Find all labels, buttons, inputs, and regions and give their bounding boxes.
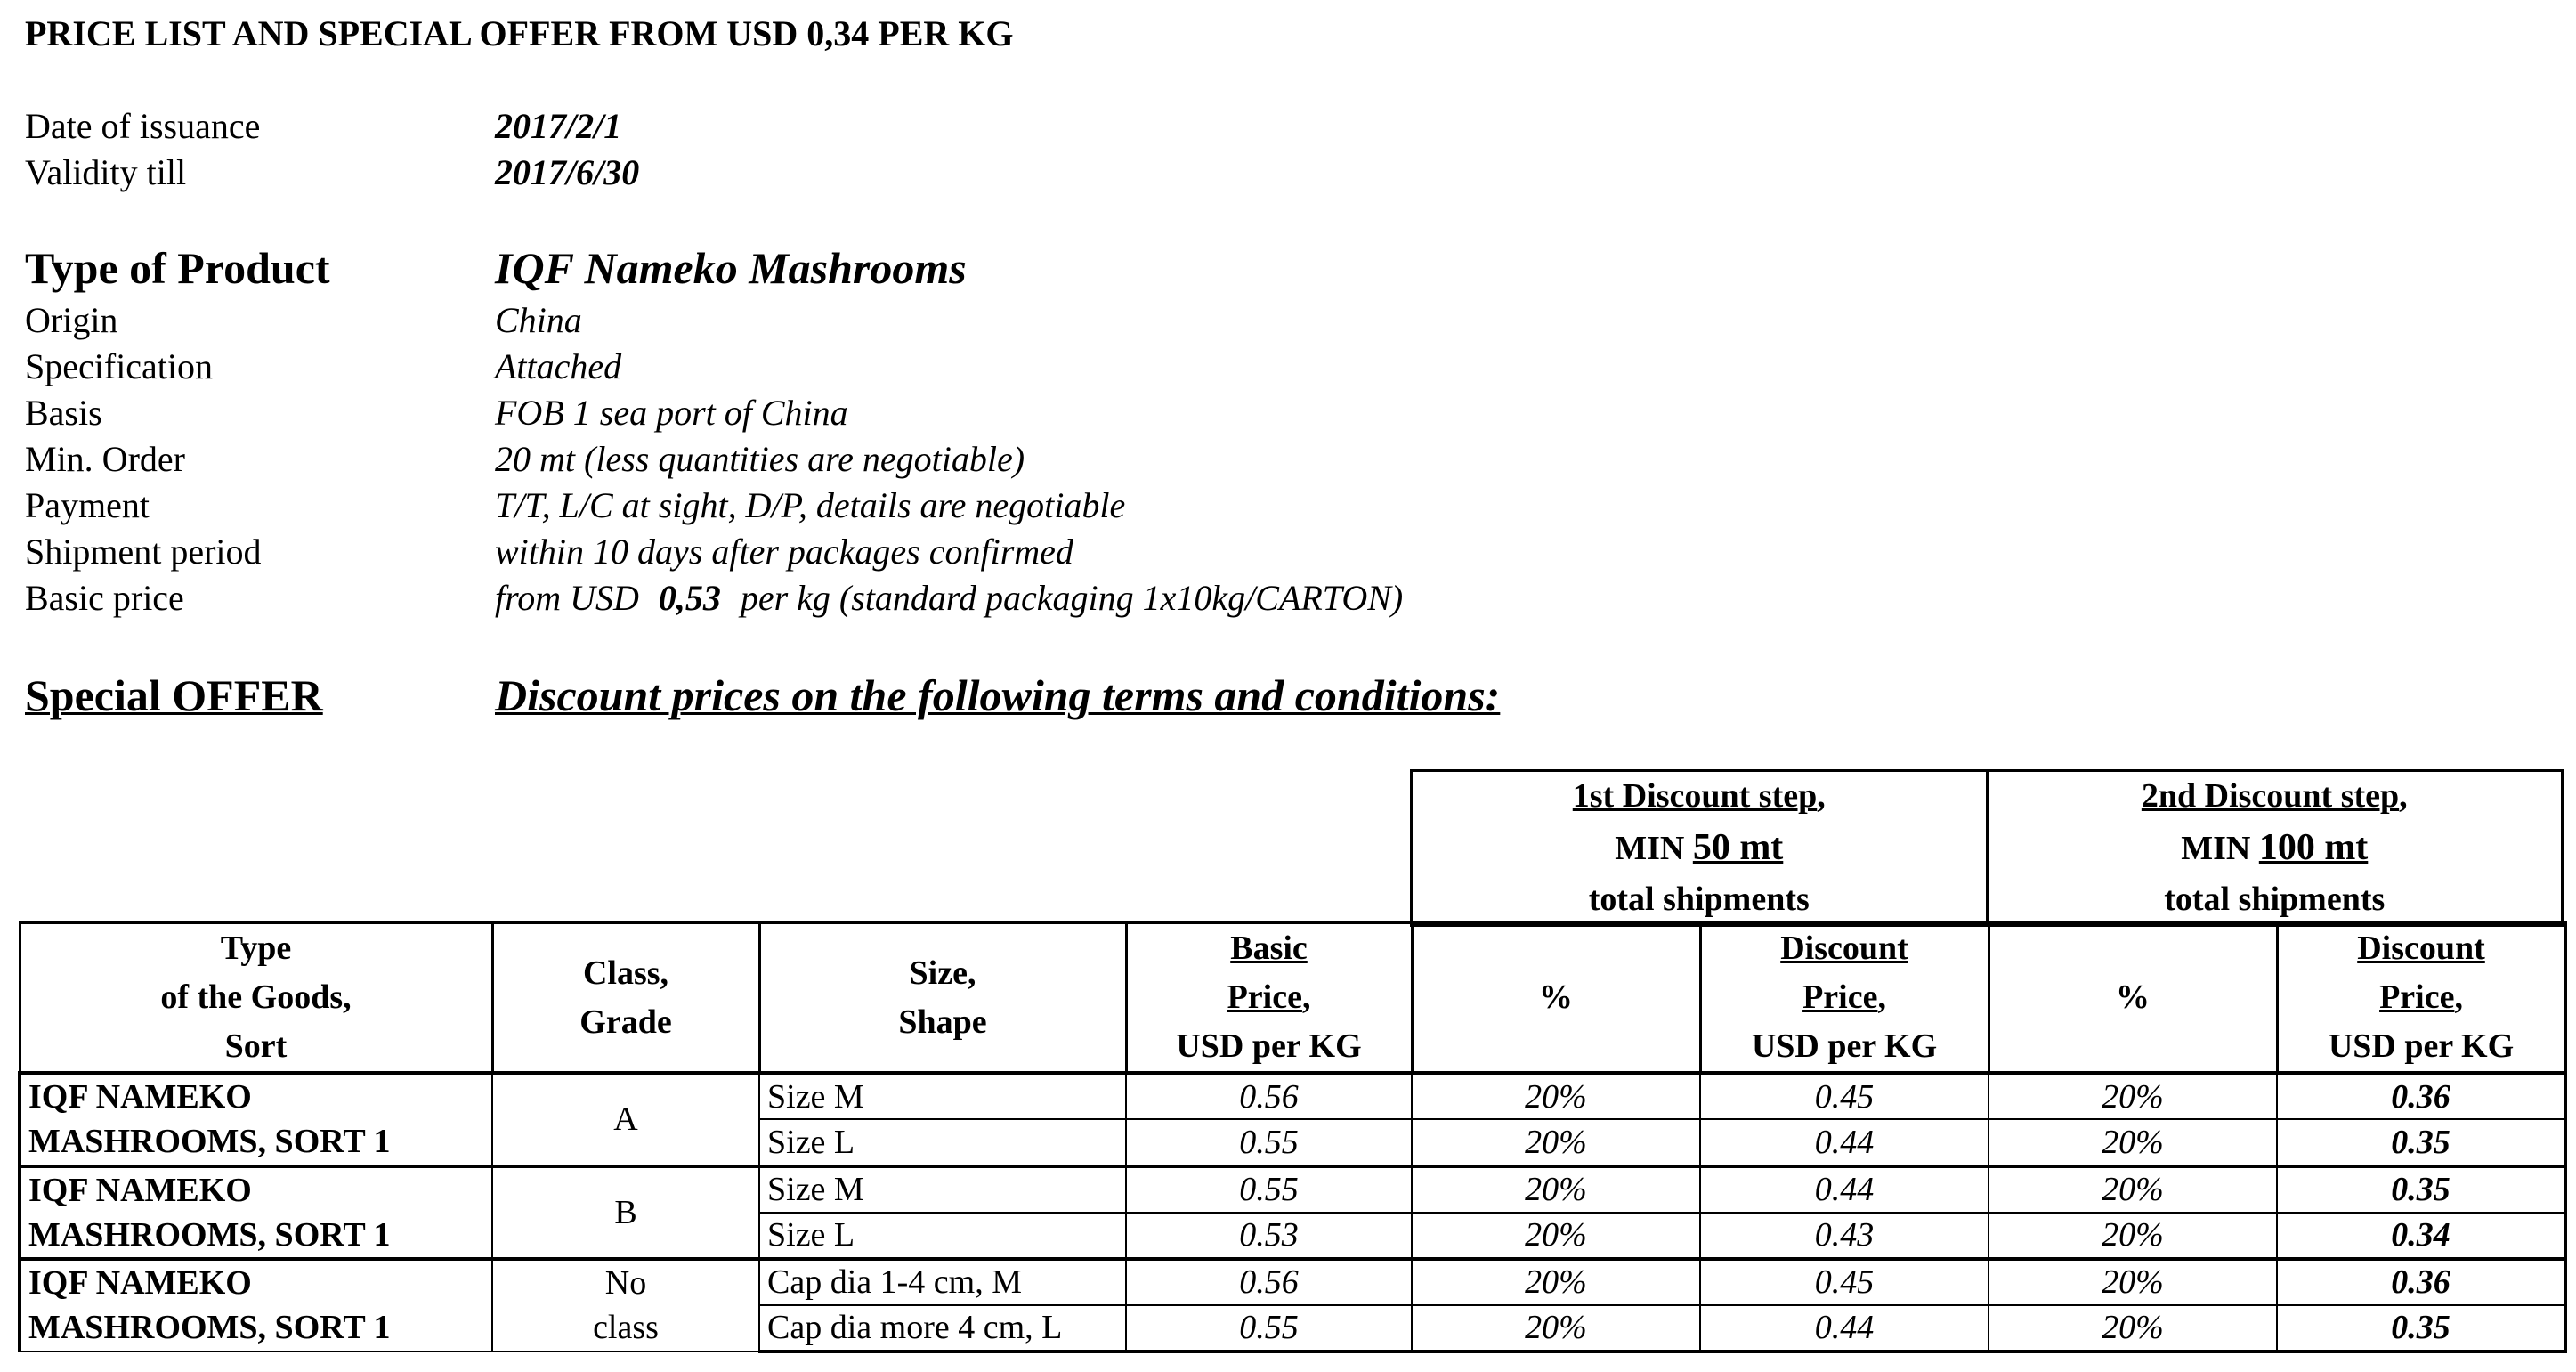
basic-price-amount: 0,53 <box>658 578 721 618</box>
basic-price-cell: 0.55 <box>1126 1119 1412 1165</box>
percent-2-cell: 20% <box>1989 1166 2277 1213</box>
basis-value: FOB 1 sea port of China <box>495 393 848 433</box>
percent-2-cell: 20% <box>1989 1259 2277 1305</box>
header-discount-price-2: Discount Price, USD per KG <box>2277 923 2565 1074</box>
min-order-value: 20 mt (less quantities are negotiable) <box>495 439 1025 479</box>
percent-1-cell: 20% <box>1412 1166 1700 1213</box>
validity-value: 2017/6/30 <box>495 152 640 192</box>
issuance-value: 2017/2/1 <box>495 106 622 146</box>
shipment-period-value: within 10 days after packages confirmed <box>495 532 1073 572</box>
special-offer-heading: Discount prices on the following terms and conditions: <box>495 670 1501 720</box>
header-class: Class, Grade <box>492 923 759 1074</box>
origin-value: China <box>495 300 582 340</box>
percent-1-cell: 20% <box>1412 1073 1700 1119</box>
issuance-label: Date of issuance <box>25 106 261 146</box>
percent-2-cell: 20% <box>1989 1305 2277 1352</box>
product-type-label: Type of Product <box>25 243 330 293</box>
step-2-min-prefix: MIN <box>2181 830 2251 868</box>
class-cell: B <box>492 1166 759 1259</box>
percent-2-cell: 20% <box>1989 1119 2277 1165</box>
special-offer-label: Special OFFER <box>25 670 323 720</box>
percent-1-cell: 20% <box>1412 1213 1700 1259</box>
class-cell: A <box>492 1073 759 1165</box>
basic-price-suffix: per kg (standard packaging 1x10kg/CARTON) <box>740 578 1404 618</box>
size-cell: Size M <box>759 1073 1126 1119</box>
basic-price-prefix: from USD <box>495 578 639 618</box>
origin-label: Origin <box>25 300 118 340</box>
size-cell: Size L <box>759 1119 1126 1165</box>
payment-label: Payment <box>25 485 150 525</box>
step-1-total: total shipments <box>1588 880 1810 918</box>
table-row <box>20 1073 2565 1119</box>
basic-price-cell: 0.56 <box>1126 1259 1412 1305</box>
size-cell: Cap dia 1-4 cm, M <box>759 1259 1126 1305</box>
header-percent-1: % <box>1412 923 1700 1074</box>
step-1-name: 1st Discount step <box>1572 777 1818 815</box>
header-discount-price-1: Discount Price, USD per KG <box>1700 923 1989 1074</box>
validity-label: Validity till <box>25 152 187 192</box>
header-percent-2: % <box>1989 923 2277 1074</box>
discount-price-2-cell: 0.36 <box>2277 1073 2565 1119</box>
header-size: Size, Shape <box>759 923 1126 1074</box>
basic-price-label: Basic price <box>25 578 184 618</box>
discount-step-2: 2nd Discount step, MIN 100 mt total shipments <box>1987 771 2563 926</box>
discount-price-2-cell: 0.35 <box>2277 1305 2565 1352</box>
percent-1-cell: 20% <box>1412 1119 1700 1165</box>
min-order-label: Min. Order <box>25 439 185 479</box>
header-goods: Type of the Goods, Sort <box>20 923 492 1074</box>
step-2-name: 2nd Discount step <box>2141 777 2400 815</box>
basic-price-value-line <box>495 577 1403 619</box>
basic-price-cell: 0.55 <box>1126 1166 1412 1213</box>
discount-price-2-cell: 0.34 <box>2277 1213 2565 1259</box>
discount-steps-header <box>1410 769 2564 927</box>
basic-price-cell: 0.53 <box>1126 1213 1412 1259</box>
header-basic-price: Basic Price, USD per KG <box>1126 923 1412 1074</box>
basis-label: Basis <box>25 393 102 433</box>
discount-price-1-cell: 0.45 <box>1700 1073 1989 1119</box>
percent-2-cell: 20% <box>1989 1213 2277 1259</box>
discount-price-2-cell: 0.36 <box>2277 1259 2565 1305</box>
payment-value: T/T, L/C at sight, D/P, details are negotiable <box>495 485 1126 525</box>
goods-cell: IQF NAMEKO MASHROOMS, SORT 1 <box>20 1259 492 1352</box>
product-type-value: IQF Nameko Mashrooms <box>495 243 967 293</box>
document-title: PRICE LIST AND SPECIAL OFFER FROM USD 0,34 PER KG <box>25 13 1014 53</box>
price-table <box>18 921 2567 1353</box>
size-cell: Size M <box>759 1166 1126 1213</box>
discount-price-1-cell: 0.44 <box>1700 1119 1989 1165</box>
size-cell: Cap dia more 4 cm, L <box>759 1305 1126 1352</box>
discount-price-1-cell: 0.44 <box>1700 1166 1989 1213</box>
discount-price-1-cell: 0.43 <box>1700 1213 1989 1259</box>
discount-price-1-cell: 0.45 <box>1700 1259 1989 1305</box>
step-1-min-prefix: MIN <box>1615 830 1685 868</box>
step-2-total: total shipments <box>2164 880 2386 918</box>
goods-cell: IQF NAMEKO MASHROOMS, SORT 1 <box>20 1073 492 1165</box>
table-row <box>20 1259 2565 1305</box>
table-row <box>20 1166 2565 1213</box>
basic-price-cell: 0.56 <box>1126 1073 1412 1119</box>
step-1-min-value: 50 mt <box>1692 827 1784 869</box>
specification-label: Specification <box>25 346 214 386</box>
percent-1-cell: 20% <box>1412 1259 1700 1305</box>
discount-step-1: 1st Discount step, MIN 50 mt total shipments <box>1412 771 1988 926</box>
class-cell: No class <box>492 1259 759 1352</box>
discount-price-2-cell: 0.35 <box>2277 1119 2565 1165</box>
discount-price-1-cell: 0.44 <box>1700 1305 1989 1352</box>
basic-price-cell: 0.55 <box>1126 1305 1412 1352</box>
goods-cell: IQF NAMEKO MASHROOMS, SORT 1 <box>20 1166 492 1259</box>
table-header-row <box>20 923 2565 1074</box>
percent-1-cell: 20% <box>1412 1305 1700 1352</box>
specification-value: Attached <box>495 346 622 386</box>
percent-2-cell: 20% <box>1989 1073 2277 1119</box>
discount-price-2-cell: 0.35 <box>2277 1166 2565 1213</box>
size-cell: Size L <box>759 1213 1126 1259</box>
shipment-period-label: Shipment period <box>25 532 262 572</box>
step-2-min-value: 100 mt <box>2258 827 2369 869</box>
